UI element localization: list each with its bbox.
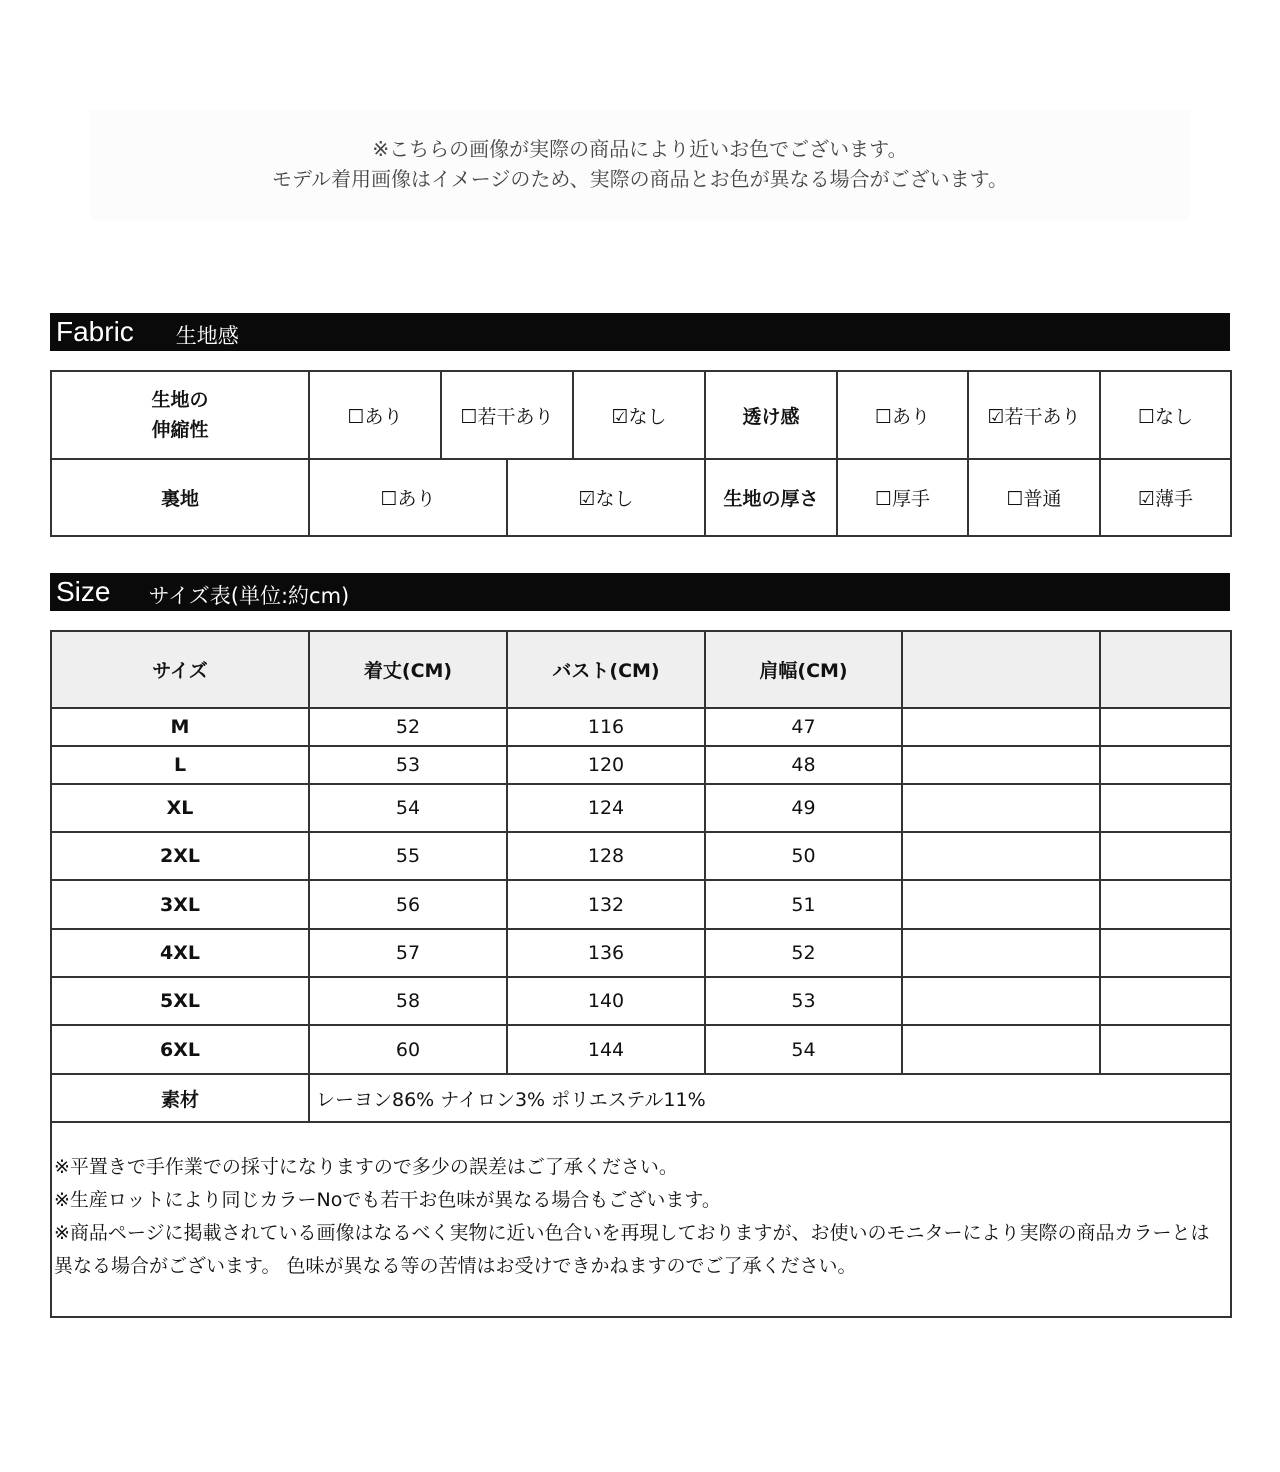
stretch-option: ☐あり [309, 371, 441, 459]
size-value [902, 1025, 1100, 1074]
size-value [902, 832, 1100, 880]
size-label: 2XL [51, 832, 309, 880]
size-value: 55 [309, 832, 507, 880]
lining-option: ☐あり [309, 459, 507, 536]
size-value [902, 929, 1100, 977]
size-value [1100, 746, 1231, 784]
size-row [51, 929, 1231, 977]
fabric-table [50, 370, 1232, 537]
size-value [902, 880, 1100, 929]
size-row [51, 977, 1231, 1025]
size-label: 6XL [51, 1025, 309, 1074]
size-value: 140 [507, 977, 705, 1025]
size-row [51, 832, 1231, 880]
sheer-option: ☐あり [837, 371, 968, 459]
size-value: 132 [507, 880, 705, 929]
notice-line: ※こちらの画像が実際の商品により近いお色でございます。 [372, 137, 908, 161]
size-value: 51 [705, 880, 902, 929]
column-header [1100, 631, 1231, 708]
size-value [902, 784, 1100, 832]
size-value [1100, 708, 1231, 746]
size-value: 56 [309, 880, 507, 929]
note-line: ※商品ページに掲載されている画像はなるべく実物に近い色合いを再現しておりますが、お使いのモニターにより実際の商品カラーとは異なる場合がございます。 色味が異なる等の苦情はお受けできかねますのでご了承ください。 [54, 1222, 1210, 1277]
size-value: 116 [507, 708, 705, 746]
column-header [902, 631, 1100, 708]
note-line: ※平置きで手作業での採寸になりますので多少の誤差はご了承ください。 [54, 1156, 678, 1178]
size-value: 54 [705, 1025, 902, 1074]
size-value: 48 [705, 746, 902, 784]
size-row [51, 708, 1231, 746]
size-value [1100, 1025, 1231, 1074]
fabric-title-en: Fabric [56, 316, 134, 347]
size-value: 58 [309, 977, 507, 1025]
size-value: 60 [309, 1025, 507, 1074]
stretch-option: ☑なし [573, 371, 705, 459]
size-label: L [51, 746, 309, 784]
sheer-option: ☑若干あり [968, 371, 1100, 459]
size-value: 144 [507, 1025, 705, 1074]
column-header: 着丈(CM) [309, 631, 507, 708]
size-label: M [51, 708, 309, 746]
size-label: 3XL [51, 880, 309, 929]
size-value [902, 708, 1100, 746]
notice-line: モデル着用画像はイメージのため、実際の商品とお色が異なる場合がございます。 [272, 167, 1008, 191]
thickness-label: 生地の厚さ [705, 459, 837, 536]
notes [51, 1122, 1231, 1317]
size-label: XL [51, 784, 309, 832]
fabric-title-jp: 生地感 [175, 324, 239, 348]
lining-option: ☑なし [507, 459, 705, 536]
size-value [1100, 784, 1231, 832]
size-value: 50 [705, 832, 902, 880]
size-row [51, 1025, 1231, 1074]
size-value [902, 746, 1100, 784]
color-notice [90, 110, 1190, 220]
size-value [1100, 832, 1231, 880]
sheer-option: ☐なし [1100, 371, 1231, 459]
material-value: レーヨン86% ナイロン3% ポリエステル11% [309, 1074, 1231, 1122]
size-value: 120 [507, 746, 705, 784]
size-value [1100, 977, 1231, 1025]
size-value: 47 [705, 708, 902, 746]
size-title-en: Size [56, 576, 111, 607]
size-table [50, 630, 1232, 1318]
column-header: 肩幅(CM) [705, 631, 902, 708]
fabric-header [50, 313, 1230, 351]
thickness-option: ☐厚手 [837, 459, 968, 536]
size-header [50, 573, 1230, 611]
size-value [902, 977, 1100, 1025]
thickness-option: ☑薄手 [1100, 459, 1231, 536]
size-label: 5XL [51, 977, 309, 1025]
material-label: 素材 [51, 1074, 309, 1122]
size-value [1100, 880, 1231, 929]
size-value: 136 [507, 929, 705, 977]
size-value: 124 [507, 784, 705, 832]
size-value: 57 [309, 929, 507, 977]
lining-label: 裏地 [51, 459, 309, 536]
size-value: 52 [705, 929, 902, 977]
size-header-row [51, 631, 1231, 708]
size-value: 53 [309, 746, 507, 784]
size-title-jp: サイズ表(単位:約cm) [148, 584, 350, 608]
size-row [51, 784, 1231, 832]
size-value [1100, 929, 1231, 977]
column-header: バスト(CM) [507, 631, 705, 708]
thickness-option: ☐普通 [968, 459, 1100, 536]
size-label: 4XL [51, 929, 309, 977]
size-row [51, 880, 1231, 929]
sheer-label: 透け感 [705, 371, 837, 459]
size-value: 49 [705, 784, 902, 832]
stretch-label: 生地の 伸縮性 [51, 371, 309, 459]
column-header: サイズ [51, 631, 309, 708]
size-value: 53 [705, 977, 902, 1025]
size-row [51, 746, 1231, 784]
stretch-option: ☐若干あり [441, 371, 573, 459]
note-line: ※生産ロットにより同じカラーNoでも若干お色味が異なる場合もございます。 [54, 1189, 721, 1211]
size-value: 52 [309, 708, 507, 746]
size-value: 54 [309, 784, 507, 832]
size-value: 128 [507, 832, 705, 880]
